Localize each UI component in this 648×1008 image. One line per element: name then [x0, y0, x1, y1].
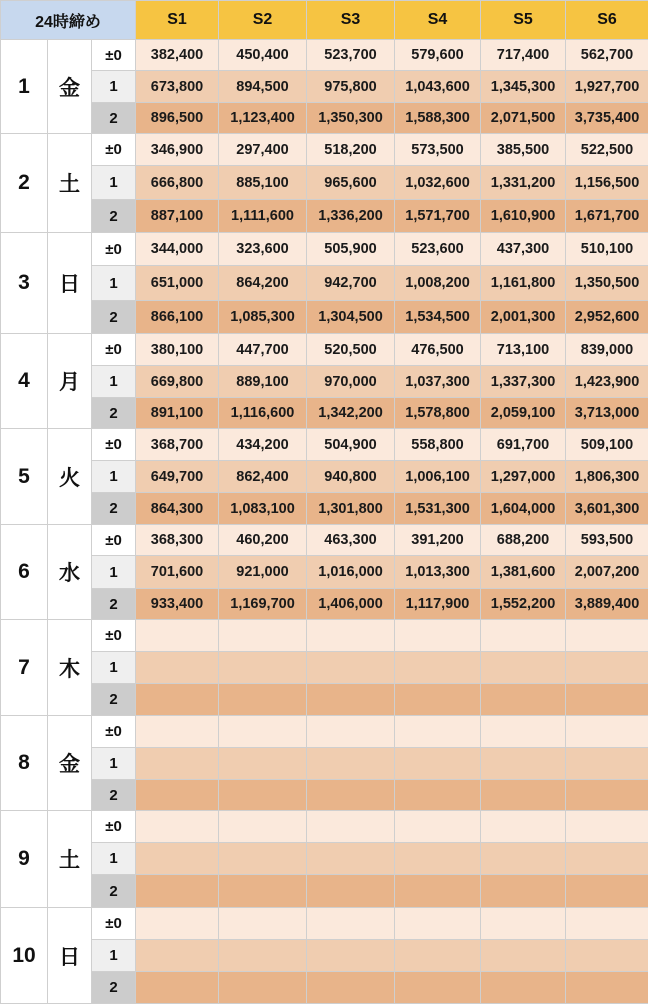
- value-cell: 1,345,300: [481, 71, 566, 103]
- table-row: [1, 233, 648, 266]
- table-row: [1, 780, 648, 811]
- value-cell: [219, 716, 307, 748]
- value-cell: 1,301,800: [307, 493, 395, 525]
- value-cell: 2,001,300: [481, 301, 566, 334]
- value-cell: 889,100: [219, 366, 307, 398]
- tier-label: 2: [92, 589, 136, 620]
- value-cell: 1,927,700: [566, 71, 648, 103]
- value-cell: 688,200: [481, 525, 566, 556]
- value-cell: 1,297,000: [481, 461, 566, 493]
- value-cell: 344,000: [136, 233, 219, 266]
- value-cell: 2,007,200: [566, 556, 648, 589]
- tier-label: ±0: [92, 620, 136, 652]
- column-header: S1: [136, 1, 219, 40]
- tier-label: 2: [92, 200, 136, 233]
- value-cell: 523,700: [307, 40, 395, 71]
- day-number: 8: [1, 716, 48, 811]
- tier-label: 2: [92, 398, 136, 429]
- value-cell: 891,100: [136, 398, 219, 429]
- value-cell: 382,400: [136, 40, 219, 71]
- value-cell: 921,000: [219, 556, 307, 589]
- value-cell: 1,671,700: [566, 200, 648, 233]
- value-cell: [307, 811, 395, 843]
- value-cell: 1,337,300: [481, 366, 566, 398]
- day-of-week: 金: [48, 40, 92, 134]
- table-row: [1, 461, 648, 493]
- value-cell: [136, 908, 219, 940]
- value-cell: [566, 684, 648, 716]
- table-row: [1, 429, 648, 461]
- value-cell: 894,500: [219, 71, 307, 103]
- value-cell: 1,085,300: [219, 301, 307, 334]
- table-row: [1, 200, 648, 233]
- tier-label: 1: [92, 71, 136, 103]
- table-row: [1, 301, 648, 334]
- table-row: [1, 266, 648, 301]
- value-cell: [395, 811, 481, 843]
- value-cell: 522,500: [566, 134, 648, 166]
- value-cell: 368,300: [136, 525, 219, 556]
- table-row: [1, 940, 648, 972]
- value-cell: 562,700: [566, 40, 648, 71]
- value-cell: [395, 684, 481, 716]
- table-row: [1, 493, 648, 525]
- day-number: 2: [1, 134, 48, 233]
- value-cell: [395, 748, 481, 780]
- table-row: [1, 334, 648, 366]
- value-cell: [307, 843, 395, 875]
- value-cell: 380,100: [136, 334, 219, 366]
- value-cell: [219, 843, 307, 875]
- value-cell: 346,900: [136, 134, 219, 166]
- value-cell: 1,610,900: [481, 200, 566, 233]
- value-cell: 1,043,600: [395, 71, 481, 103]
- value-cell: 940,800: [307, 461, 395, 493]
- header-row: [1, 1, 648, 40]
- value-cell: 1,123,400: [219, 103, 307, 134]
- value-cell: [566, 748, 648, 780]
- value-cell: [481, 684, 566, 716]
- value-cell: 509,100: [566, 429, 648, 461]
- value-cell: 520,500: [307, 334, 395, 366]
- value-cell: 691,700: [481, 429, 566, 461]
- value-cell: 1,304,500: [307, 301, 395, 334]
- value-cell: [481, 620, 566, 652]
- table-row: [1, 40, 648, 71]
- value-cell: [566, 908, 648, 940]
- value-cell: 505,900: [307, 233, 395, 266]
- value-cell: [395, 716, 481, 748]
- tier-label: ±0: [92, 811, 136, 843]
- value-cell: 1,534,500: [395, 301, 481, 334]
- value-cell: [136, 843, 219, 875]
- value-cell: 701,600: [136, 556, 219, 589]
- value-cell: 1,169,700: [219, 589, 307, 620]
- tier-label: 1: [92, 940, 136, 972]
- day-number: 5: [1, 429, 48, 525]
- value-cell: [307, 940, 395, 972]
- tier-label: 1: [92, 266, 136, 301]
- value-cell: 434,200: [219, 429, 307, 461]
- table-row: [1, 620, 648, 652]
- tier-label: 1: [92, 166, 136, 200]
- value-cell: [219, 620, 307, 652]
- table-row: [1, 71, 648, 103]
- value-cell: [136, 652, 219, 684]
- value-cell: [395, 940, 481, 972]
- column-header: S4: [395, 1, 481, 40]
- value-cell: 1,552,200: [481, 589, 566, 620]
- value-cell: [136, 716, 219, 748]
- column-header: S3: [307, 1, 395, 40]
- value-cell: 1,588,300: [395, 103, 481, 134]
- value-cell: [307, 652, 395, 684]
- value-cell: [481, 972, 566, 1004]
- tier-label: 1: [92, 461, 136, 493]
- tier-label: ±0: [92, 40, 136, 71]
- tier-label: ±0: [92, 334, 136, 366]
- value-cell: 579,600: [395, 40, 481, 71]
- value-cell: 1,571,700: [395, 200, 481, 233]
- tier-label: 2: [92, 972, 136, 1004]
- value-cell: 1,117,900: [395, 589, 481, 620]
- value-cell: 1,006,100: [395, 461, 481, 493]
- table-row: [1, 525, 648, 556]
- tier-label: ±0: [92, 429, 136, 461]
- value-cell: 970,000: [307, 366, 395, 398]
- value-cell: 649,700: [136, 461, 219, 493]
- tier-label: 1: [92, 748, 136, 780]
- value-cell: 1,381,600: [481, 556, 566, 589]
- value-cell: 1,032,600: [395, 166, 481, 200]
- day-of-week: 火: [48, 429, 92, 525]
- value-cell: [307, 780, 395, 811]
- value-cell: [219, 972, 307, 1004]
- table-row: [1, 908, 648, 940]
- value-cell: 3,889,400: [566, 589, 648, 620]
- value-cell: 391,200: [395, 525, 481, 556]
- value-cell: 450,400: [219, 40, 307, 71]
- value-cell: [481, 780, 566, 811]
- value-cell: [395, 652, 481, 684]
- value-cell: 3,601,300: [566, 493, 648, 525]
- value-cell: 1,008,200: [395, 266, 481, 301]
- value-cell: 1,423,900: [566, 366, 648, 398]
- day-of-week: 土: [48, 811, 92, 908]
- corner-label: 24時締め: [1, 1, 136, 40]
- value-cell: 669,800: [136, 366, 219, 398]
- value-cell: [395, 780, 481, 811]
- day-number: 4: [1, 334, 48, 429]
- value-cell: [481, 843, 566, 875]
- value-cell: 887,100: [136, 200, 219, 233]
- value-cell: [219, 908, 307, 940]
- value-cell: 368,700: [136, 429, 219, 461]
- value-cell: [395, 620, 481, 652]
- value-cell: 385,500: [481, 134, 566, 166]
- value-cell: [136, 620, 219, 652]
- day-of-week: 土: [48, 134, 92, 233]
- value-cell: 862,400: [219, 461, 307, 493]
- value-cell: 975,800: [307, 71, 395, 103]
- value-cell: [481, 652, 566, 684]
- value-cell: 933,400: [136, 589, 219, 620]
- value-cell: 1,406,000: [307, 589, 395, 620]
- value-cell: [566, 811, 648, 843]
- table-row: [1, 748, 648, 780]
- value-cell: 1,037,300: [395, 366, 481, 398]
- value-cell: [307, 716, 395, 748]
- value-cell: [136, 811, 219, 843]
- value-cell: 2,071,500: [481, 103, 566, 134]
- value-cell: 1,116,600: [219, 398, 307, 429]
- value-cell: [219, 811, 307, 843]
- value-cell: 1,161,800: [481, 266, 566, 301]
- value-cell: 713,100: [481, 334, 566, 366]
- table-row: [1, 811, 648, 843]
- value-cell: 1,111,600: [219, 200, 307, 233]
- table-row: [1, 398, 648, 429]
- value-cell: 651,000: [136, 266, 219, 301]
- value-cell: [219, 652, 307, 684]
- value-cell: 518,200: [307, 134, 395, 166]
- value-cell: 896,500: [136, 103, 219, 134]
- tier-label: 2: [92, 493, 136, 525]
- table-row: [1, 103, 648, 134]
- column-header: S6: [566, 1, 648, 40]
- value-cell: 463,300: [307, 525, 395, 556]
- value-cell: 593,500: [566, 525, 648, 556]
- value-cell: 1,604,000: [481, 493, 566, 525]
- value-cell: 3,713,000: [566, 398, 648, 429]
- day-number: 6: [1, 525, 48, 620]
- day-number: 1: [1, 40, 48, 134]
- value-cell: [219, 748, 307, 780]
- value-cell: [566, 652, 648, 684]
- day-of-week: 水: [48, 525, 92, 620]
- tier-label: 1: [92, 366, 136, 398]
- value-cell: 573,500: [395, 134, 481, 166]
- value-cell: 323,600: [219, 233, 307, 266]
- value-cell: [566, 716, 648, 748]
- value-cell: 864,200: [219, 266, 307, 301]
- tier-label: 2: [92, 780, 136, 811]
- value-cell: 558,800: [395, 429, 481, 461]
- day-number: 9: [1, 811, 48, 908]
- value-cell: [481, 716, 566, 748]
- table-row: [1, 556, 648, 589]
- value-cell: 1,342,200: [307, 398, 395, 429]
- table-row: [1, 366, 648, 398]
- value-cell: [136, 940, 219, 972]
- table-row: [1, 684, 648, 716]
- value-cell: [566, 620, 648, 652]
- tier-label: 2: [92, 875, 136, 908]
- value-cell: [307, 972, 395, 1004]
- value-cell: 965,600: [307, 166, 395, 200]
- tier-label: ±0: [92, 908, 136, 940]
- tier-label: 2: [92, 684, 136, 716]
- table-body: [1, 40, 648, 1004]
- tier-label: 2: [92, 103, 136, 134]
- value-cell: [395, 843, 481, 875]
- value-cell: 1,016,000: [307, 556, 395, 589]
- value-cell: 297,400: [219, 134, 307, 166]
- table-row: [1, 652, 648, 684]
- value-cell: [136, 875, 219, 908]
- value-cell: [566, 875, 648, 908]
- day-number: 10: [1, 908, 48, 1004]
- value-cell: [566, 780, 648, 811]
- value-cell: [219, 940, 307, 972]
- day-of-week: 月: [48, 334, 92, 429]
- value-cell: 460,200: [219, 525, 307, 556]
- table-row: [1, 843, 648, 875]
- value-cell: [395, 908, 481, 940]
- value-cell: [307, 875, 395, 908]
- value-cell: 1,531,300: [395, 493, 481, 525]
- value-cell: 666,800: [136, 166, 219, 200]
- value-cell: 1,578,800: [395, 398, 481, 429]
- value-cell: 864,300: [136, 493, 219, 525]
- table-row: [1, 972, 648, 1004]
- value-cell: [219, 684, 307, 716]
- value-cell: [136, 972, 219, 1004]
- day-of-week: 木: [48, 620, 92, 716]
- table-row: [1, 134, 648, 166]
- value-cell: [136, 780, 219, 811]
- day-number: 3: [1, 233, 48, 334]
- value-cell: 2,059,100: [481, 398, 566, 429]
- value-cell: 1,350,300: [307, 103, 395, 134]
- value-cell: 839,000: [566, 334, 648, 366]
- value-cell: [566, 843, 648, 875]
- table-row: [1, 166, 648, 200]
- value-cell: 1,331,200: [481, 166, 566, 200]
- day-of-week: 金: [48, 716, 92, 811]
- value-cell: [481, 875, 566, 908]
- value-cell: [307, 684, 395, 716]
- value-cell: 885,100: [219, 166, 307, 200]
- column-header: S2: [219, 1, 307, 40]
- value-cell: 942,700: [307, 266, 395, 301]
- day-of-week: 日: [48, 233, 92, 334]
- value-cell: 437,300: [481, 233, 566, 266]
- tier-label: 1: [92, 843, 136, 875]
- value-cell: [219, 780, 307, 811]
- value-cell: 510,100: [566, 233, 648, 266]
- tier-label: 2: [92, 301, 136, 334]
- value-cell: [136, 684, 219, 716]
- value-cell: [481, 748, 566, 780]
- day-number: 7: [1, 620, 48, 716]
- tier-label: ±0: [92, 525, 136, 556]
- value-cell: 1,336,200: [307, 200, 395, 233]
- value-cell: [481, 908, 566, 940]
- table-row: [1, 875, 648, 908]
- value-cell: 1,013,300: [395, 556, 481, 589]
- value-cell: [566, 972, 648, 1004]
- tier-label: ±0: [92, 716, 136, 748]
- column-header: S5: [481, 1, 566, 40]
- tier-label: ±0: [92, 134, 136, 166]
- value-cell: [566, 940, 648, 972]
- value-cell: [136, 748, 219, 780]
- tier-label: 1: [92, 556, 136, 589]
- value-cell: 717,400: [481, 40, 566, 71]
- value-cell: [395, 875, 481, 908]
- value-cell: 447,700: [219, 334, 307, 366]
- value-cell: [307, 748, 395, 780]
- value-cell: [481, 940, 566, 972]
- table-row: [1, 716, 648, 748]
- value-cell: 866,100: [136, 301, 219, 334]
- value-cell: 1,806,300: [566, 461, 648, 493]
- value-cell: 2,952,600: [566, 301, 648, 334]
- tier-label: ±0: [92, 233, 136, 266]
- value-cell: 1,083,100: [219, 493, 307, 525]
- value-cell: 3,735,400: [566, 103, 648, 134]
- value-cell: [219, 875, 307, 908]
- value-cell: [307, 908, 395, 940]
- value-cell: [395, 972, 481, 1004]
- value-cell: 504,900: [307, 429, 395, 461]
- value-cell: [481, 811, 566, 843]
- table-row: [1, 589, 648, 620]
- value-cell: [307, 620, 395, 652]
- value-cell: 476,500: [395, 334, 481, 366]
- value-cell: 523,600: [395, 233, 481, 266]
- value-cell: 673,800: [136, 71, 219, 103]
- tier-label: 1: [92, 652, 136, 684]
- value-cell: 1,350,500: [566, 266, 648, 301]
- day-of-week: 日: [48, 908, 92, 1004]
- value-cell: 1,156,500: [566, 166, 648, 200]
